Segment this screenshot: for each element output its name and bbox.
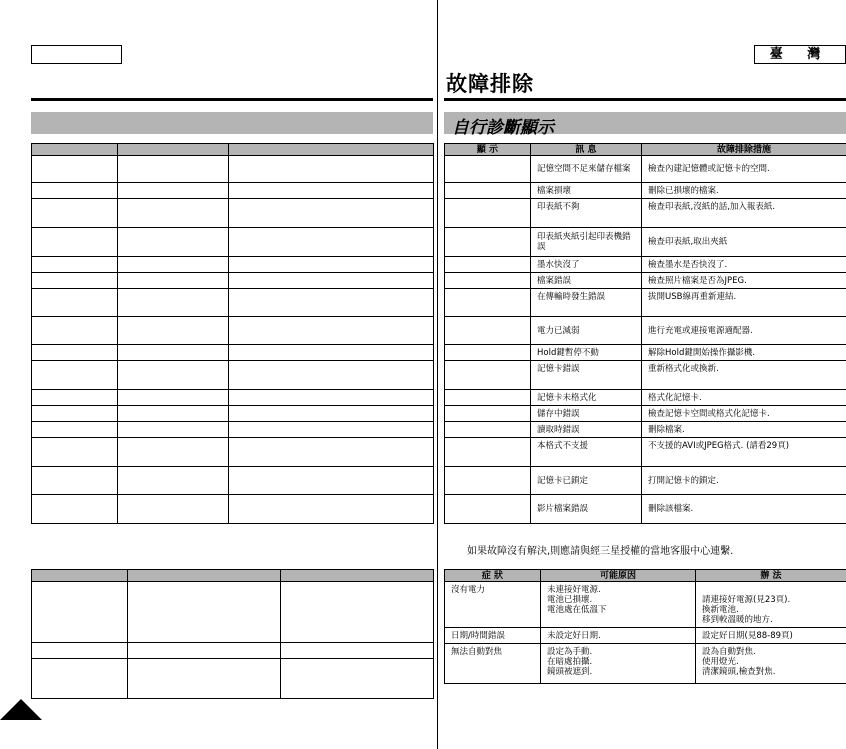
display-icon-cell <box>445 406 531 422</box>
header-display: 顯 示 <box>445 144 531 156</box>
page-corner-triangle-icon <box>0 699 42 720</box>
solution-cell: 設為自動對焦. 使用燈光. 清潔鏡頭,檢查對焦. <box>696 644 846 684</box>
action-cell: 打開記憶卡的鎖定. <box>642 467 846 495</box>
message-cell: 檔案錯誤 <box>531 273 642 289</box>
action-cell: 檢查照片檔案是否為JPEG. <box>642 273 846 289</box>
display-icon-cell <box>445 438 531 467</box>
display-icon-cell <box>445 495 531 524</box>
table-row <box>445 257 846 273</box>
language-box-right: 臺 灣 <box>754 45 846 64</box>
table-row <box>445 438 846 467</box>
section-bar-left <box>31 112 433 134</box>
action-cell: 檢查印表紙,沒紙的話,加入報表紙. <box>642 199 846 228</box>
action-cell: 檢查記憶卡空間或格式化記憶卡. <box>642 406 846 422</box>
header-symptom: 症 狀 <box>445 570 541 582</box>
action-cell: 拔開USB線再重新連結. <box>642 289 846 317</box>
display-icon-cell <box>445 156 531 183</box>
display-icon-cell <box>445 289 531 317</box>
left-diag-table <box>31 143 434 524</box>
table-row <box>445 199 846 228</box>
cause-cell: 未設定好日期. <box>541 628 696 644</box>
action-cell: 檢查墨水是否快沒了. <box>642 257 846 273</box>
left-symptom-table <box>31 569 434 699</box>
header-cell <box>281 570 434 582</box>
message-cell: Hold鍵暫停不動 <box>531 345 642 361</box>
action-cell: 刪除該檔案. <box>642 495 846 524</box>
header-cause: 可能原因 <box>541 570 696 582</box>
header-rule-right <box>444 98 846 101</box>
center-divider <box>437 0 438 749</box>
header-action: 故障排除措施 <box>642 144 846 156</box>
table-row <box>445 467 846 495</box>
cause-cell: 未連接好電源. 電池已損壞. 電池處在低溫下 <box>541 582 696 628</box>
symptom-cell: 日期/時間錯誤 <box>445 628 541 644</box>
message-cell: 檔案損壞 <box>531 183 642 199</box>
table-row <box>445 273 846 289</box>
table-row <box>445 345 846 361</box>
support-note: 如果故障沒有解決,則應請與經三星授權的當地客服中心連繫. <box>467 546 734 557</box>
display-icon-cell <box>445 317 531 345</box>
message-cell: 在傳輸時發生錯誤 <box>531 289 642 317</box>
message-cell: 記憶卡已鎖定 <box>531 467 642 495</box>
message-cell: 印表紙夾紙引起印表機錯誤 <box>531 228 642 257</box>
table-row <box>445 582 846 628</box>
header-solution: 辦 法 <box>696 570 846 582</box>
solution-cell: 設定好日期(見88-89頁) <box>696 628 846 644</box>
message-cell: 墨水快沒了 <box>531 257 642 273</box>
table-row <box>445 628 846 644</box>
action-cell: 刪除檔案. <box>642 422 846 438</box>
display-icon-cell <box>445 390 531 406</box>
display-icon-cell <box>445 257 531 273</box>
header-cell <box>32 570 128 582</box>
action-cell: 刪除已損壞的檔案. <box>642 183 846 199</box>
solution-cell: 請連接好電源(見23頁). 換新電池. 移到較溫暖的地方. <box>696 582 846 628</box>
action-cell: 不支援的AVI或JPEG格式. (請看29頁) <box>642 438 846 467</box>
header-cell <box>118 144 229 156</box>
symptom-cell: 無法自動對焦 <box>445 644 541 684</box>
table-row <box>445 361 846 390</box>
display-icon-cell <box>445 345 531 361</box>
table-row <box>445 183 846 199</box>
header-rule-left <box>31 98 433 101</box>
display-icon-cell <box>445 361 531 390</box>
table-row <box>445 289 846 317</box>
header-message: 訊 息 <box>531 144 642 156</box>
message-cell: 讀取時錯誤 <box>531 422 642 438</box>
action-cell: 重新格式化或換新. <box>642 361 846 390</box>
display-icon-cell <box>445 273 531 289</box>
table-row <box>445 422 846 438</box>
header-cell <box>128 570 281 582</box>
section-title: 自行診斷顯示 <box>452 118 554 138</box>
table-row <box>445 495 846 524</box>
table-row <box>445 228 846 257</box>
diag-table <box>444 143 846 524</box>
page-title: 故障排除 <box>446 72 534 96</box>
table-row <box>445 406 846 422</box>
action-cell: 進行充電或連接電源適配器. <box>642 317 846 345</box>
message-cell: 影片檔案錯誤 <box>531 495 642 524</box>
table-row <box>445 156 846 183</box>
display-icon-cell <box>445 199 531 228</box>
table-row <box>445 390 846 406</box>
message-cell: 電力已減弱 <box>531 317 642 345</box>
table-row <box>445 644 846 684</box>
message-cell: 記憶空間不足來儲存檔案 <box>531 156 642 183</box>
action-cell: 檢查內建記憶體或記憶卡的空間. <box>642 156 846 183</box>
display-icon-cell <box>445 228 531 257</box>
message-cell: 記憶卡未格式化 <box>531 390 642 406</box>
message-cell: 記憶卡錯誤 <box>531 361 642 390</box>
symptom-table <box>444 569 846 684</box>
message-cell: 儲存中錯誤 <box>531 406 642 422</box>
action-cell: 檢查印表紙,取出夾紙 <box>642 228 846 257</box>
display-icon-cell <box>445 467 531 495</box>
language-box-left <box>31 45 122 64</box>
display-icon-cell <box>445 183 531 199</box>
header-cell <box>229 144 434 156</box>
message-cell: 本格式不支援 <box>531 438 642 467</box>
header-cell <box>32 144 118 156</box>
action-cell: 解除Hold鍵開始操作攝影機. <box>642 345 846 361</box>
display-icon-cell <box>445 422 531 438</box>
message-cell: 印表紙不夠 <box>531 199 642 228</box>
cause-cell: 設定為手動. 在暗處拍攝. 鏡頭被遮到. <box>541 644 696 684</box>
action-cell: 格式化記憶卡. <box>642 390 846 406</box>
table-row <box>445 317 846 345</box>
symptom-cell: 沒有電力 <box>445 582 541 628</box>
